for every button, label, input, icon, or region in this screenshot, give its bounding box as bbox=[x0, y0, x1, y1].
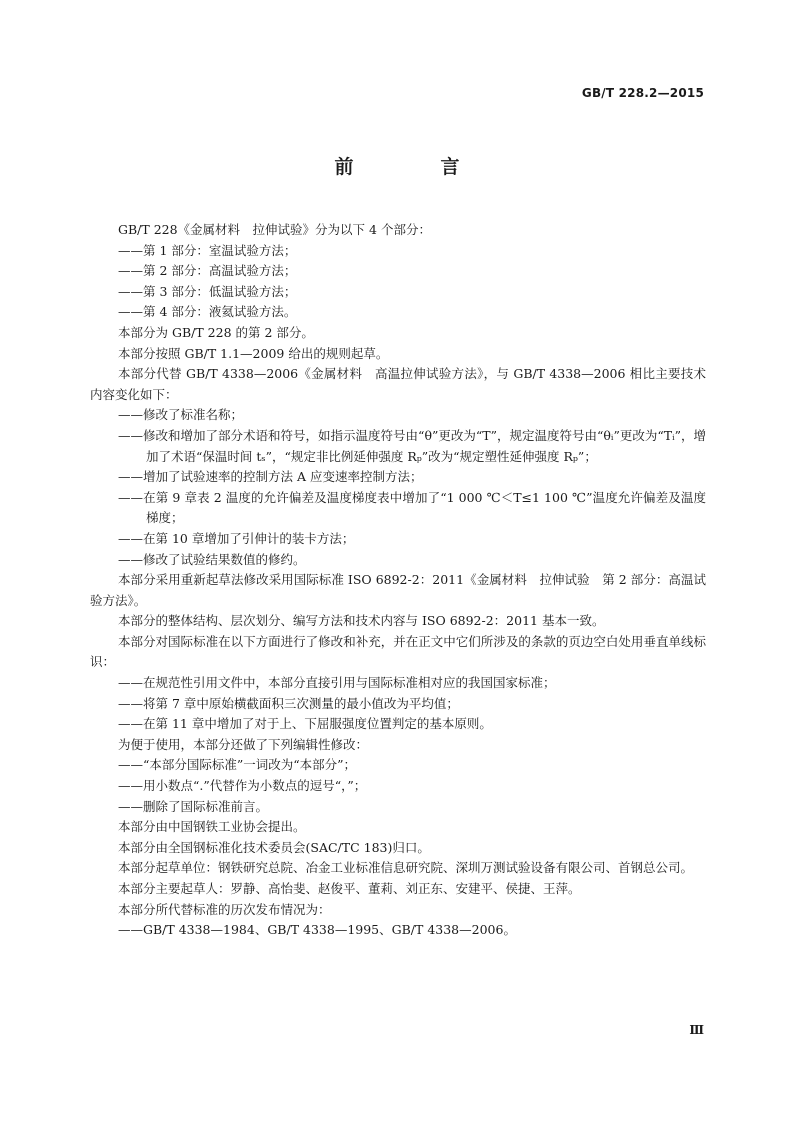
foreword-body bbox=[90, 220, 706, 941]
dash-item: ——修改和增加了部分术语和符号，如指示温度符号由“θ”更改为“T”，规定温度符号由“θᵢ”更改为“Tᵢ”，增加了术语“保温时间 tₛ”，“规定非比例延伸强度 Rₚ”改为“规定塑性延伸强度 Rₚ”； bbox=[118, 427, 706, 464]
dash-item: ——在第 11 章中增加了对于上、下屈服强度位置判定的基本原则。 bbox=[118, 716, 492, 732]
paragraph: 本部分按照 GB/T 1.1—2009 给出的规则起草。 bbox=[118, 345, 389, 361]
dash-item: ——在规范性引用文件中，本部分直接引用与国际标准相对应的我国国家标准； bbox=[118, 675, 556, 691]
paragraph: 本部分对国际标准在以下方面进行了修改和补充，并在正文中它们所涉及的条款的页边空白处用垂直单线标识： bbox=[90, 633, 706, 670]
dash-item: ——增加了试验速率的控制方法 A 应变速率控制方法； bbox=[118, 469, 423, 485]
dash-item: ——在第 9 章表 2 温度的允许偏差及温度梯度表中增加了“1 000 ℃＜T≤1 100 ℃”温度允许偏差及温度梯度； bbox=[118, 489, 706, 526]
dash-item: ——第 3 部分：低温试验方法； bbox=[118, 283, 297, 299]
paragraph: 本部分所代替标准的历次发布情况为： bbox=[118, 901, 331, 917]
paragraph: 本部分起草单位：钢铁研究总院、冶金工业标准信息研究院、深圳万测试验设备有限公司、首钢总公司。 bbox=[118, 860, 694, 876]
paragraph: 为便于使用，本部分还做了下列编辑性修改： bbox=[118, 736, 369, 752]
dash-item: ——删除了国际标准前言。 bbox=[118, 798, 269, 814]
dash-item: ——第 2 部分：高温试验方法； bbox=[118, 263, 297, 279]
paragraph: 本部分为 GB/T 228 的第 2 部分。 bbox=[118, 324, 314, 340]
dash-item: ——在第 10 章增加了引伸计的装卡方法； bbox=[118, 530, 355, 546]
dash-item: ——修改了标准名称； bbox=[118, 407, 244, 423]
page-number: Ⅲ bbox=[689, 1023, 704, 1037]
paragraph: GB/T 228《金属材料 拉伸试验》分为以下 4 个部分： bbox=[118, 222, 431, 237]
dash-item: ——第 1 部分：室温试验方法； bbox=[118, 242, 297, 258]
paragraph: 本部分主要起草人：罗静、高怡斐、赵俊平、董莉、刘正东、安建平、侯捷、王萍。 bbox=[118, 881, 581, 896]
paragraph: 本部分代替 GB/T 4338—2006《金属材料 高温拉伸试验方法》，与 GB/T 4338—2006 相比主要技术内容变化如下： bbox=[90, 366, 706, 402]
dash-item: ——GB/T 4338—1984、GB/T 4338—1995、GB/T 4338—2006。 bbox=[118, 922, 516, 938]
paragraph: 本部分由中国钢铁工业协会提出。 bbox=[118, 819, 306, 835]
page-title: 前 言 bbox=[334, 156, 494, 178]
paragraph: 本部分采用重新起草法修改采用国际标准 ISO 6892-2：2011《金属材料 拉伸试验 第 2 部分：高温试验方法》。 bbox=[90, 572, 706, 608]
paragraph: 本部分由全国钢标准化技术委员会(SAC/TC 183)归口。 bbox=[118, 839, 430, 855]
dash-item: ——用小数点“.”代替作为小数点的逗号“，”； bbox=[118, 778, 367, 794]
dash-item: ——“本部分国际标准”一词改为“本部分”； bbox=[118, 757, 357, 773]
dash-item: ——修改了试验结果数值的修约。 bbox=[118, 551, 306, 567]
paragraph: 本部分的整体结构、层次划分、编写方法和技术内容与 ISO 6892-2：2011 基本一致。 bbox=[118, 613, 605, 629]
dash-item: ——将第 7 章中原始横截面积三次测量的最小值改为平均值； bbox=[118, 695, 459, 711]
standard-number: GB/T 228.2—2015 bbox=[581, 86, 704, 100]
dash-item: ——第 4 部分：液氦试验方法。 bbox=[118, 304, 297, 320]
